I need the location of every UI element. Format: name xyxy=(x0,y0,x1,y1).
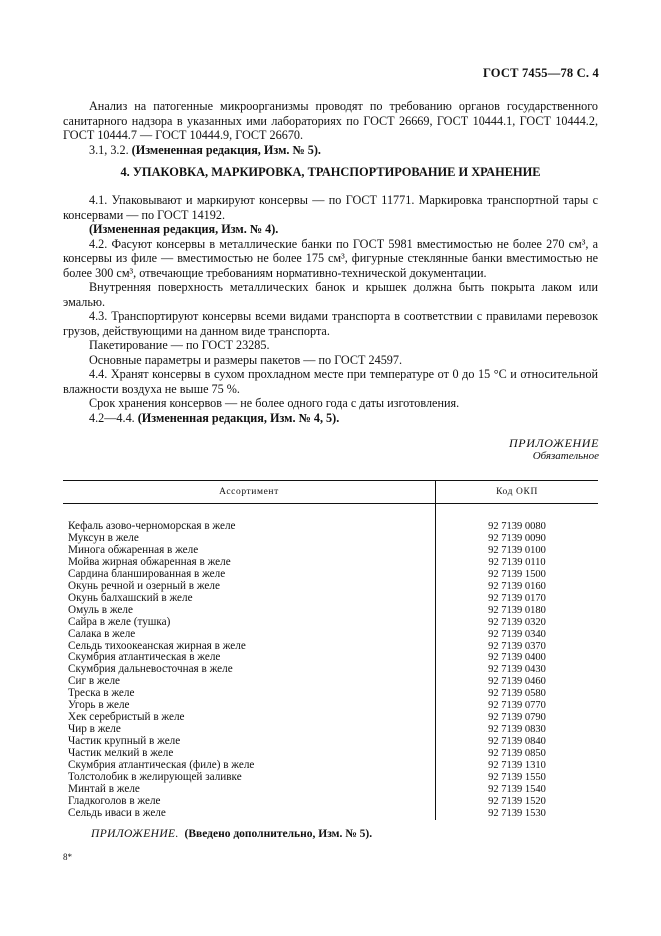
table-header-row xyxy=(63,481,598,504)
clause-4-2: 4.2. Фасуют консервы в металлические банки по ГОСТ 5981 вместимостью не более 270 см³, а консервы из филе — вместимостью не более 175 см³, фигурные стеклянные банки вместимостью не более 300 см³, отвечающие требованиям нормативно-технической документации. xyxy=(63,236,598,280)
okp-code-cell: 92 7139 0830 xyxy=(488,724,546,736)
assortment-cell: Хек серебристый в желе xyxy=(63,712,436,724)
column-header-okp-code: Код ОКП xyxy=(436,481,599,504)
table-row xyxy=(63,605,598,617)
appendix-title: ПРИЛОЖЕНИЕ xyxy=(509,436,599,450)
clause-4-1: 4.1. Упаковывают и маркируют консервы — по ГОСТ 11771. Маркировка транспортной тары с консервами — по ГОСТ 14192. xyxy=(63,193,598,222)
assortment-table xyxy=(63,480,598,820)
clause-4-3-palletizing: Пакетирование — по ГОСТ 23285. xyxy=(89,338,270,352)
table-row xyxy=(63,712,598,724)
assortment-cell: Кефаль азово-черноморская в желе xyxy=(63,521,436,533)
assortment-cell: Гладкоголов в желе xyxy=(63,796,436,808)
clause-4-4-shelf-life: Срок хранения консервов — не более одного года с даты изготовления. xyxy=(89,396,460,410)
table-row xyxy=(63,688,598,700)
appendix-subtitle: Обязательное xyxy=(532,450,599,462)
table-row xyxy=(63,772,598,784)
document-header: ГОСТ 7455—78 С. 4 xyxy=(482,66,599,80)
assortment-cell: Муксун в желе xyxy=(63,533,436,545)
assortment-cell: Салака в желе xyxy=(63,629,436,641)
okp-code-cell: 92 7139 0460 xyxy=(488,676,546,688)
table-spacer xyxy=(63,504,598,522)
okp-code-cell: 92 7139 0080 xyxy=(488,521,546,532)
table-row xyxy=(63,664,598,676)
okp-code-cell: 92 7139 0180 xyxy=(488,604,546,616)
assortment-cell: Толстолобик в желирующей заливке xyxy=(63,772,436,784)
assortment-cell: Угорь в желе xyxy=(63,700,436,712)
assortment-cell: Окунь речной и озерный в желе xyxy=(63,581,436,593)
assortment-cell: Частик мелкий в желе xyxy=(63,748,436,760)
okp-code-cell: 92 7139 0770 xyxy=(488,700,546,712)
table-row xyxy=(63,629,598,641)
section-title: 4. УПАКОВКА, МАРКИРОВКА, ТРАНСПОРТИРОВАНИЕ И ХРАНЕНИЕ xyxy=(120,165,541,179)
okp-code-cell: 92 7139 0430 xyxy=(488,664,546,676)
amendment-note-4: 4.2—4.4. (Измененная редакция, Изм. № 4, 5). xyxy=(89,410,340,425)
okp-code-cell: 92 7139 0090 xyxy=(488,532,546,544)
clause-4-1-note: (Измененная редакция, Изм. № 4). xyxy=(89,222,279,236)
intro-paragraph xyxy=(63,99,598,157)
okp-code-cell: 92 7139 1540 xyxy=(488,783,546,795)
clause-4-3: 4.3. Транспортируют консервы всеми видами транспорта в соответствии с правилами перевозок грузов, действующими на данном виде транспорта. xyxy=(63,309,598,338)
okp-code-cell: 92 7139 0170 xyxy=(488,592,546,604)
okp-code-cell: 92 7139 0790 xyxy=(488,712,546,724)
section-body xyxy=(63,193,598,425)
table-row xyxy=(63,617,598,629)
okp-code-cell: 92 7139 1530 xyxy=(488,807,546,819)
appendix-footer-note: ПРИЛОЖЕНИЕ. (Введено дополнительно, Изм. № 5). xyxy=(91,828,373,840)
table-row xyxy=(63,581,598,593)
table-row xyxy=(63,569,598,581)
page-number: 8* xyxy=(63,852,72,862)
clause-4-2-coating: Внутренняя поверхность металлических банок и крышек должна быть покрыта лаком или эмалью. xyxy=(63,280,598,309)
okp-code-cell: 92 7139 1520 xyxy=(488,795,546,807)
clause-4-4: 4.4. Хранят консервы в сухом прохладном месте при температуре от 0 до 15 °С и относительной влажности воздуха не выше 75 %. xyxy=(63,367,598,396)
column-header-assortment: Ассортимент xyxy=(63,481,436,504)
okp-code-cell: 92 7139 0580 xyxy=(488,688,546,700)
assortment-cell: Омуль в желе xyxy=(63,605,436,617)
assortment-cell: Чир в желе xyxy=(63,724,436,736)
okp-code-cell: 92 7139 0160 xyxy=(488,580,546,592)
assortment-cell: Сайра в желе (тушка) xyxy=(63,617,436,629)
okp-code-cell: 92 7139 1310 xyxy=(488,760,546,772)
table-row xyxy=(63,521,598,533)
table-row xyxy=(63,676,598,688)
assortment-cell: Минога обжаренная в желе xyxy=(63,545,436,557)
okp-code-cell: 92 7139 0850 xyxy=(488,748,546,760)
assortment-cell: Частик крупный в желе xyxy=(63,736,436,748)
assortment-cell: Мойва жирная обжаренная в желе xyxy=(63,557,436,569)
assortment-cell: Сельдь иваси в желе xyxy=(63,808,436,820)
okp-code-cell: 92 7139 0110 xyxy=(488,556,546,568)
assortment-cell: Окунь балхашский в желе xyxy=(63,593,436,605)
table-row xyxy=(63,808,598,820)
okp-code-cell: 92 7139 0400 xyxy=(488,652,546,664)
assortment-cell: Сиг в желе xyxy=(63,676,436,688)
clause-4-3-packages: Основные параметры и размеры пакетов — по ГОСТ 24597. xyxy=(89,352,403,367)
okp-code-cell: 92 7139 1500 xyxy=(488,568,546,580)
assortment-cell: Сардина бланшированная в желе xyxy=(63,569,436,581)
okp-code-cell: 92 7139 0320 xyxy=(488,616,546,628)
pathogen-analysis-text: Анализ на патогенные микроорганизмы проводят по требованию органов государственного санитарного надзора в указанных ими лабораториях по ГОСТ 26669, ГОСТ 10444.1, ГОСТ 10444.2, ГОСТ 10444.7 — ГОСТ 10444.9, ГОСТ 26670. xyxy=(63,99,598,142)
assortment-cell: Скумбрия атлантическая (филе) в желе xyxy=(63,760,436,772)
okp-code-cell: 92 7139 0840 xyxy=(488,736,546,748)
okp-code-cell: 92 7139 0340 xyxy=(488,628,546,640)
assortment-cell: Скумбрия атлантическая в желе xyxy=(63,652,436,664)
assortment-cell: Скумбрия дальневосточная в желе xyxy=(63,664,436,676)
okp-code-cell: 92 7139 1550 xyxy=(488,772,546,784)
assortment-cell: Минтай в желе xyxy=(63,784,436,796)
assortment-cell: Треска в желе xyxy=(63,688,436,700)
okp-code-cell: 92 7139 0370 xyxy=(488,640,546,652)
amendment-note-3: 3.1, 3.2. (Измененная редакция, Изм. № 5). xyxy=(89,142,321,157)
assortment-cell: Сельдь тихоокеанская жирная в желе xyxy=(63,641,436,653)
okp-code-cell: 92 7139 0100 xyxy=(488,544,546,556)
table-row xyxy=(63,593,598,605)
